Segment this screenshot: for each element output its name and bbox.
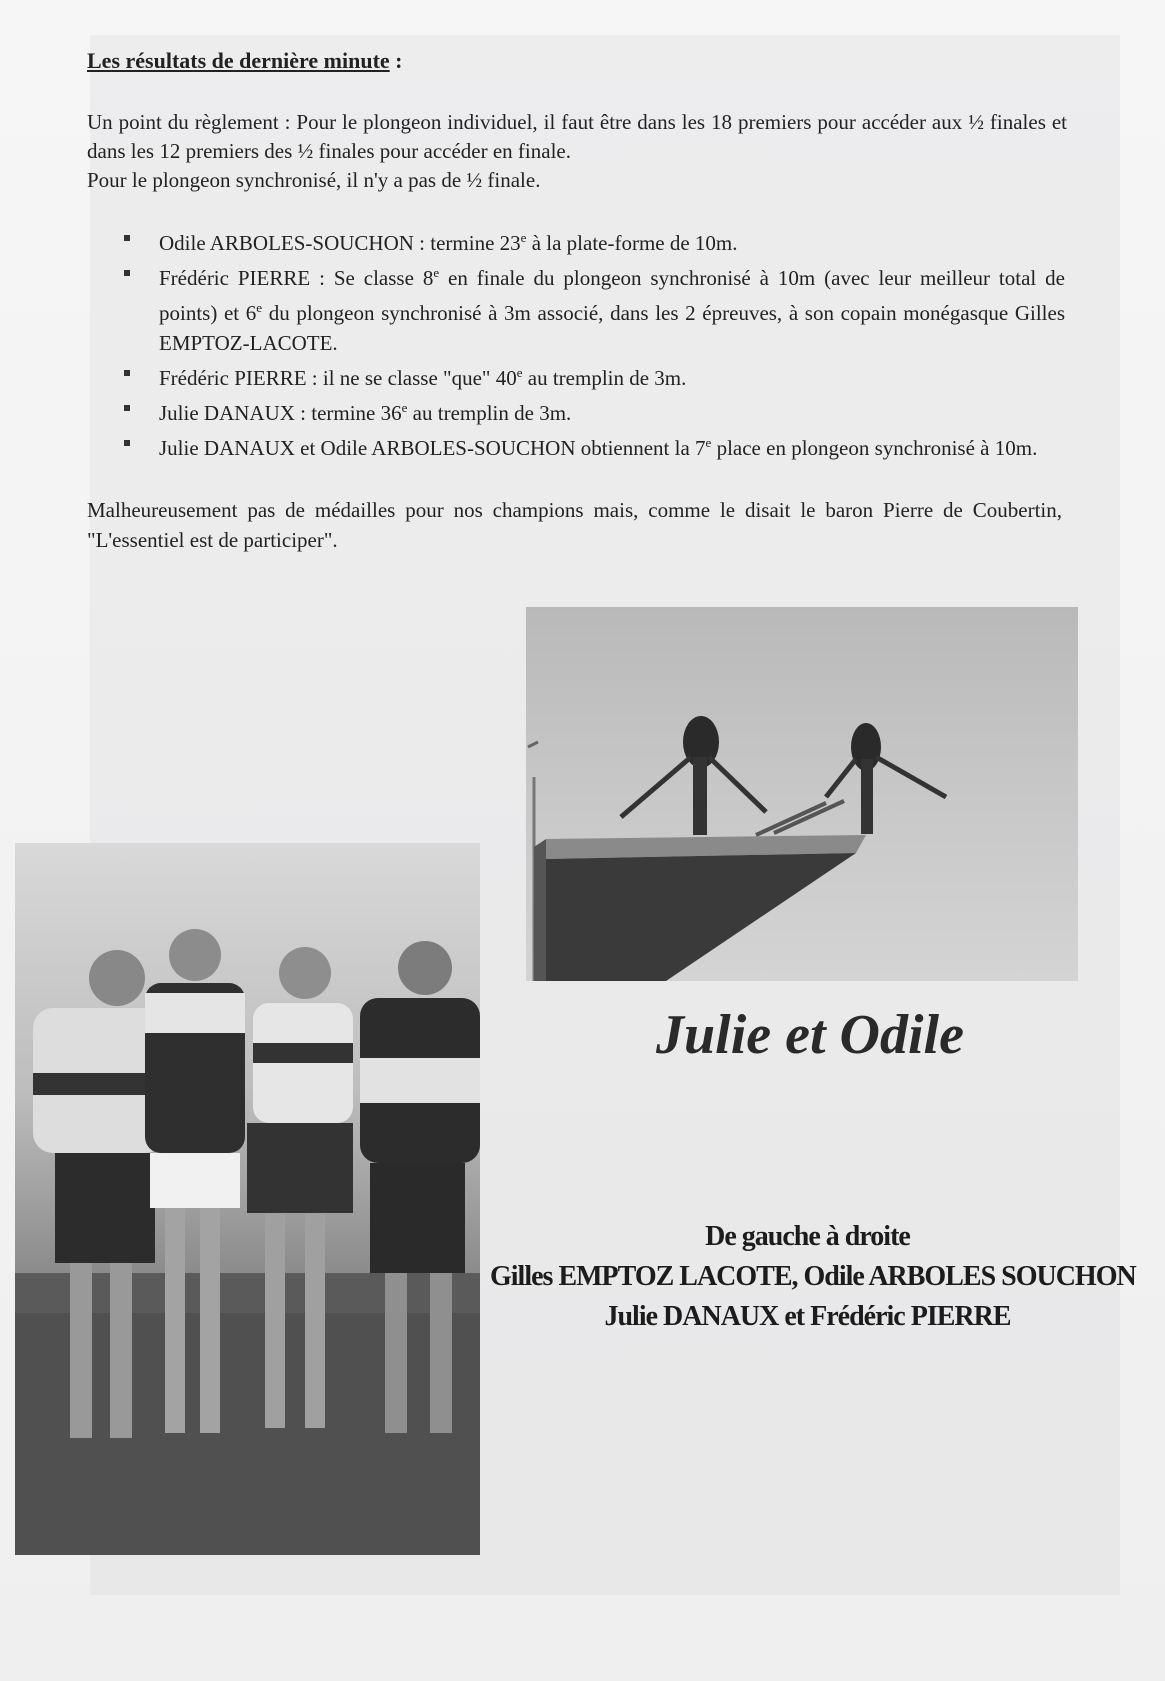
result-item: Frédéric PIERRE : il ne se classe "que" 40e au tremplin de 3m. xyxy=(120,358,1065,393)
divers-photo xyxy=(526,607,1078,981)
team-photo xyxy=(15,843,480,1555)
result-item: Julie DANAUX : termine 36e au tremplin de 3m. xyxy=(120,393,1065,428)
bullet-square-icon xyxy=(124,235,130,241)
team-caption-line-2: Gilles EMPTOZ LACOTE, Odile ARBOLES SOUCHON xyxy=(490,1261,1136,1292)
photo-caption-title: Julie et Odile xyxy=(656,1004,964,1066)
bullet-square-icon xyxy=(124,270,130,276)
results-list xyxy=(120,223,1065,463)
closing-paragraph: Malheureusement pas de médailles pour nos champions mais, comme le disait le baron Pierre de Coubertin, "L'essentiel est de participer". xyxy=(87,498,1062,552)
team-caption-line-1: De gauche à droite xyxy=(705,1221,910,1252)
heading-suffix: : xyxy=(389,48,403,73)
intro-paragraph xyxy=(87,108,1067,195)
bullet-square-icon xyxy=(124,405,130,411)
divers-illustration xyxy=(526,607,1078,981)
intro-line-1: Un point du règlement : Pour le plongeon individuel, il faut être dans les 18 premiers pour accéder aux ½ finales et dans les 12 premiers des ½ finales pour accéder en finale. xyxy=(87,110,1067,163)
team-caption-line-3: Julie DANAUX et Frédéric PIERRE xyxy=(604,1301,1011,1332)
team-illustration xyxy=(15,843,480,1555)
intro-line-2: Pour le plongeon synchronisé, il n'y a pas de ½ finale. xyxy=(87,168,541,192)
result-item: Julie DANAUX et Odile ARBOLES-SOUCHON obtiennent la 7e place en plongeon synchronisé à 10m. xyxy=(120,428,1065,463)
section-heading xyxy=(87,48,403,74)
result-item: Frédéric PIERRE : Se classe 8e en finale du plongeon synchronisé à 10m (avec leur meilleur total de points) et 6e du plongeon synchronisé à 3m associé, dans les 2 épreuves, à son copain monégasque Gilles EMPTOZ-LACOTE. xyxy=(120,258,1065,358)
bullet-square-icon xyxy=(124,440,130,446)
team-caption xyxy=(490,1217,1136,1337)
heading-text: Les résultats de dernière minute xyxy=(87,48,390,73)
result-item: Odile ARBOLES-SOUCHON : termine 23e à la plate-forme de 10m. xyxy=(120,223,1065,258)
bullet-square-icon xyxy=(124,370,130,376)
